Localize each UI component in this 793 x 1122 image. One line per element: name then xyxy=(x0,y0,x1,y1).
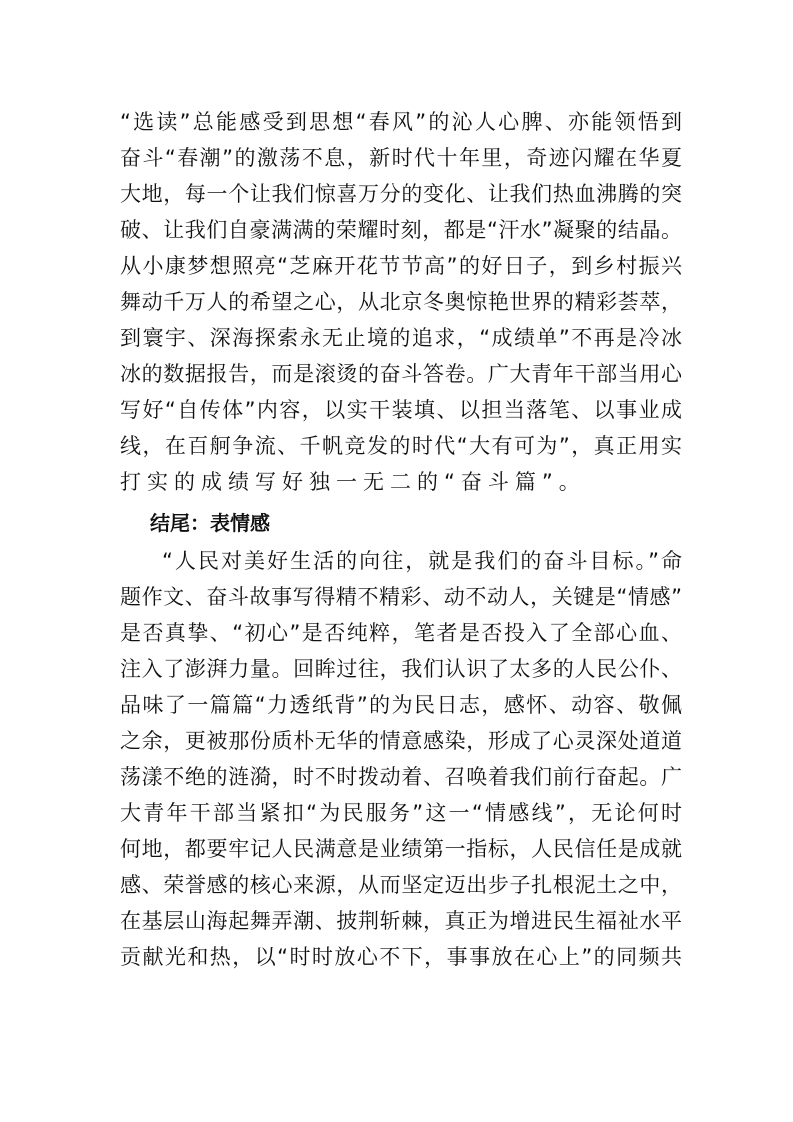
text-line: 奋斗“春潮”的激荡不息，新时代十年里，奇迹闪耀在华夏 xyxy=(120,146,682,170)
text-line: 大青年干部当紧扣“为民服务”这一“情感线”，无论何时 xyxy=(120,801,682,825)
text-line: 舞动千万人的希望之心，从北京冬奥惊艳世界的精彩荟萃， xyxy=(120,290,682,314)
text-line: 写好“自传体”内容，以实干装填、以担当落笔、以事业成 xyxy=(120,398,682,422)
text-line: 线，在百舸争流、千帆竞发的时代“大有可为”，真正用实 xyxy=(120,434,682,458)
text-line: 品味了一篇篇“力透纸背”的为民日志，感怀、动容、敬佩 xyxy=(120,693,682,717)
text-line: 注入了澎湃力量。回眸过往，我们认识了太多的人民公仆、 xyxy=(120,657,682,681)
text-line: “选读”总能感受到思想“春风”的沁人心脾、亦能领悟到 xyxy=(120,110,682,134)
text-line: 贡献光和热，以“时时放心不下，事事放在心上”的同频共 xyxy=(120,945,682,969)
section-heading: 结尾：表情感 xyxy=(150,511,270,535)
text-line: 大地，每一个让我们惊喜万分的变化、让我们热血沸腾的突 xyxy=(120,182,682,206)
text-line: 题作文、奋斗故事写得精不精彩、动不动人，关键是“情感” xyxy=(120,585,682,609)
text-line: 破、让我们自豪满满的荣耀时刻，都是“汗水”凝聚的结晶。 xyxy=(120,218,682,242)
text-line: 冰的数据报告，而是滚烫的奋斗答卷。广大青年干部当用心 xyxy=(120,362,682,386)
text-line: 之余，更被那份质朴无华的情意感染，形成了心灵深处道道 xyxy=(120,729,682,753)
text-line: 打实的成绩写好独一无二的“奋斗篇”。 xyxy=(120,470,586,494)
text-line: 到寰宇、深海探索永无止境的追求，“成绩单”不再是冷冰 xyxy=(120,326,682,350)
text-line: 在基层山海起舞弄潮、披荆斩棘，真正为增进民生福祉水平 xyxy=(120,909,682,933)
text-line: “人民对美好生活的向往，就是我们的奋斗目标。”命 xyxy=(162,549,682,573)
text-line: 何地，都要牢记人民满意是业绩第一指标，人民信任是成就 xyxy=(120,837,682,861)
text-line: 感、荣誉感的核心来源，从而坚定迈出步子扎根泥土之中， xyxy=(120,873,682,897)
text-line: 荡漾不绝的涟漪，时不时拨动着、召唤着我们前行奋起。广 xyxy=(120,765,682,789)
text-line: 是否真挚、“初心”是否纯粹，笔者是否投入了全部心血、 xyxy=(120,621,682,645)
text-line: 从小康梦想照亮“芝麻开花节节高”的好日子，到乡村振兴 xyxy=(120,254,682,278)
